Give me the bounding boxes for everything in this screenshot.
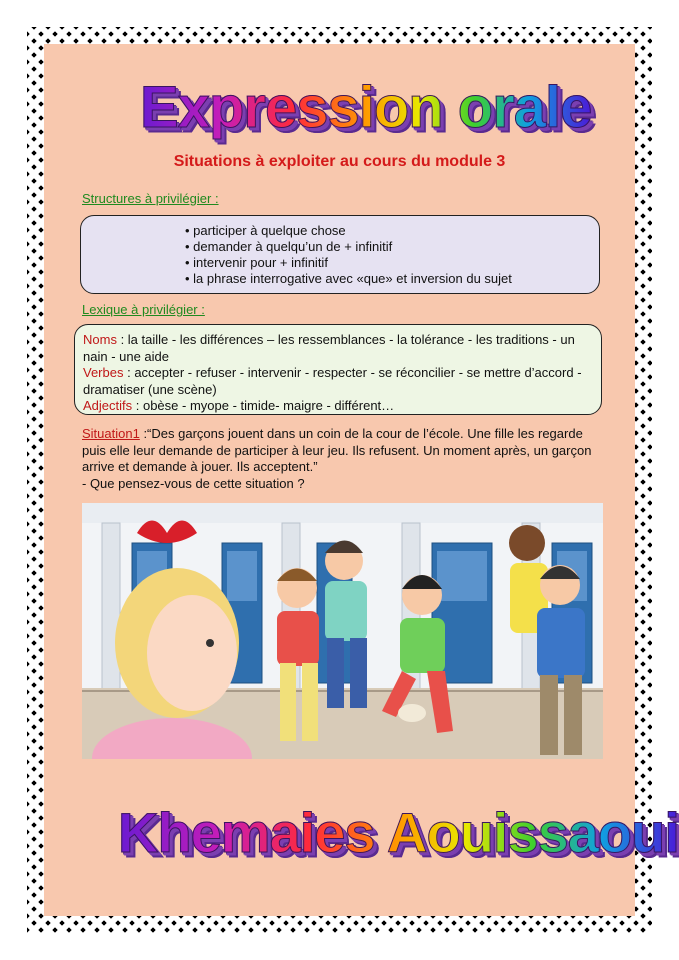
structure-item: • intervenir pour + infinitif <box>185 255 599 271</box>
situation-text: :“Des garçons jouent dans un coin de la cour de l’école. Une fille les regarde puis elle leur demande de participer à leur jeu. Ils refusent. Un moment après, un garçon arrive et demande à jouer. Ils acceptent.” <box>82 426 592 474</box>
situation-question: - Que pensez-vous de cette situation ? <box>82 475 305 491</box>
verbes-text: : accepter - refuser - intervenir - respecter - se réconcilier - se mettre d’accord - dramatiser (une scène) <box>83 365 582 397</box>
structures-list <box>185 223 599 287</box>
structure-item: • participer à quelque chose <box>185 223 599 239</box>
adjectifs-key: Adjectifs <box>83 398 133 413</box>
situation-label: Situation1 <box>82 426 140 441</box>
page-title: Expression orale <box>140 75 592 140</box>
lexique-noms <box>83 332 593 365</box>
structure-item: • la phrase interrogative avec «que» et inversion du sujet <box>185 271 599 287</box>
adjectifs-text: : obèse - myope - timide- maigre - différent… <box>132 398 395 413</box>
lexique-label: Lexique à privilégier : <box>82 302 205 317</box>
situation-text-line <box>82 426 602 476</box>
noms-text: : la taille - les différences – les ressemblances - la tolérance - les traditions - un nain - une aide <box>83 332 575 364</box>
lexique-box <box>74 324 602 415</box>
lexique-adjectifs <box>83 398 593 415</box>
noms-key: Noms <box>83 332 117 347</box>
author-signature: Khemaies Aouissaoui <box>118 801 679 864</box>
lexique-verbes <box>83 365 593 398</box>
structures-label: Structures à privilégier : <box>82 191 219 206</box>
page-subtitle: Situations à exploiter au cours du module 3 <box>173 153 506 170</box>
schoolyard-illustration <box>82 503 603 759</box>
verbes-key: Verbes <box>83 365 124 380</box>
situation-block <box>82 426 602 492</box>
structure-item: • demander à quelqu’un de + infinitif <box>185 239 599 255</box>
structures-box <box>80 215 600 294</box>
